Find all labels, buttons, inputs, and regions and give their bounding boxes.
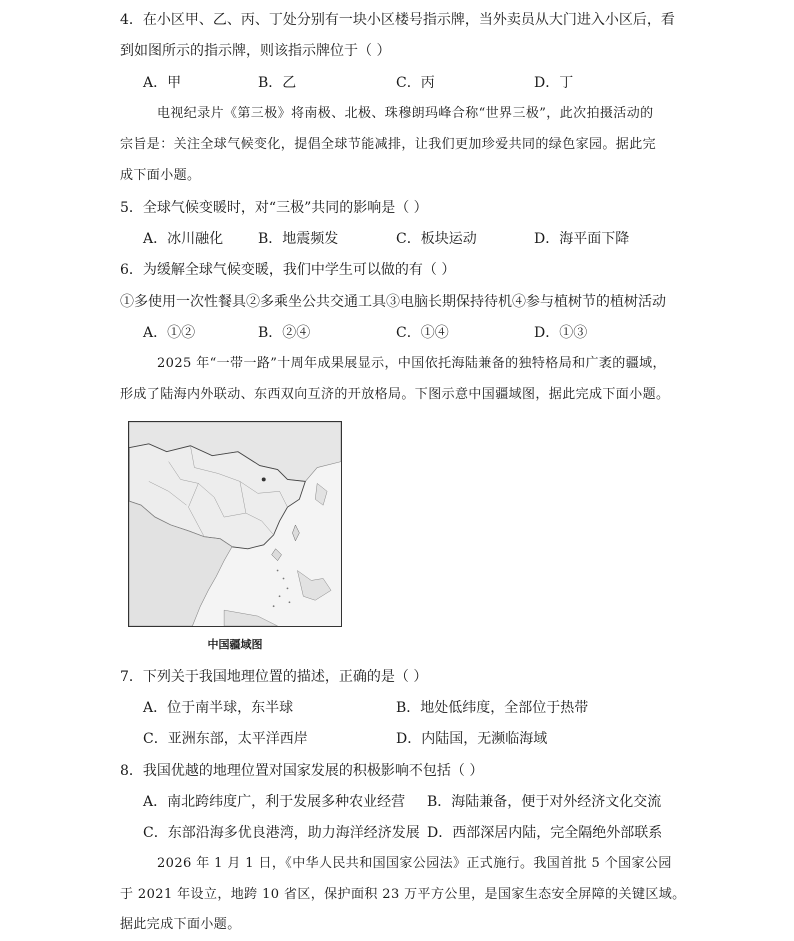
- passage1-line2: 宗旨是：关注全球气候变化，提倡全球节能减排，让我们更加珍爱共同的绿色家园。据此完: [120, 137, 657, 152]
- q5-option-b: B．地震频发: [258, 231, 339, 247]
- china-territory-map: [128, 421, 342, 627]
- q4-stem-line1: 4．在小区甲、乙、丙、丁处分别有一块小区楼号指示牌，当外卖员从大门进入小区后，看: [120, 12, 675, 28]
- map-capital-marker: [262, 477, 266, 481]
- q7-option-b: B．地处低纬度，全部位于热带: [396, 700, 589, 716]
- q7-stem: 7．下列关于我国地理位置的描述，正确的是（ ）: [120, 669, 428, 685]
- q4-option-d: D．丁: [534, 75, 574, 91]
- q6-option-c: C．①④: [396, 325, 449, 341]
- passage3-line3: 据此完成下面小题。: [120, 917, 241, 932]
- passage1-line3: 成下面小题。: [120, 168, 201, 183]
- passage1-line1: 电视纪录片《第三极》将南极、北极、珠穆朗玛峰合称“世界三极”，此次拍摄活动的: [157, 106, 654, 121]
- q5-option-a: A．冰川融化: [143, 231, 224, 247]
- q6-option-a: A．①②: [143, 325, 196, 341]
- passage2-line1: 2025 年“一带一路”十周年成果展显示，中国依托海陆兼备的独特格局和广袤的疆域，: [157, 356, 666, 371]
- passage3-line1: 2026 年 1 月 1 日，《中华人民共和国国家公园法》正式施行。我国首批 5 个国家公园: [157, 856, 672, 871]
- q4-stem-line2: 到如图所示的指示牌，则该指示牌位于（ ）: [120, 43, 391, 59]
- passage2-line2: 形成了陆海内外联动、东西双向互济的开放格局。下图示意中国疆域图，据此完成下面小题。: [120, 387, 670, 402]
- passage3-line2: 于 2021 年设立，地跨 10 省区，保护面积 23 万平方公里，是国家生态安全屏障的关键区域。: [120, 887, 686, 902]
- q8-option-a: A．南北跨纬度广，利于发展多种农业经营: [143, 794, 406, 810]
- q7-option-c: C．亚洲东部，太平洋西岸: [143, 731, 308, 747]
- q8-option-d: D．西部深居内陆，完全隔绝外部联系: [427, 825, 663, 841]
- q4-option-b: B．乙: [258, 75, 297, 91]
- china-map-graphic: [129, 422, 341, 626]
- q6-items: ①多使用一次性餐具②多乘坐公共交通工具③电脑长期保持待机④参与植树节的植树活动: [120, 294, 666, 310]
- q4-option-c: C．丙: [396, 75, 435, 91]
- q4-option-a: A．甲: [143, 75, 182, 91]
- q5-option-c: C．板块运动: [396, 231, 477, 247]
- q8-option-b: B．海陆兼备，便于对外经济文化交流: [427, 794, 662, 810]
- q6-option-d: D．①③: [534, 325, 588, 341]
- q8-stem: 8．我国优越的地理位置对国家发展的积极影响不包括（ ）: [120, 763, 484, 779]
- map-caption: 中国疆域图: [207, 638, 263, 651]
- q7-option-a: A．位于南半球，东半球: [143, 700, 294, 716]
- q5-option-d: D．海平面下降: [534, 231, 630, 247]
- q7-option-d: D．内陆国，无濒临海域: [396, 731, 548, 747]
- q6-option-b: B．②④: [258, 325, 311, 341]
- q8-option-c: C．东部沿海多优良港湾，助力海洋经济发展: [143, 825, 420, 841]
- q5-stem: 5．全球气候变暖时，对“三极”共同的影响是（ ）: [120, 200, 428, 216]
- q6-stem: 6．为缓解全球气候变暖，我们中学生可以做的有（ ）: [120, 262, 456, 278]
